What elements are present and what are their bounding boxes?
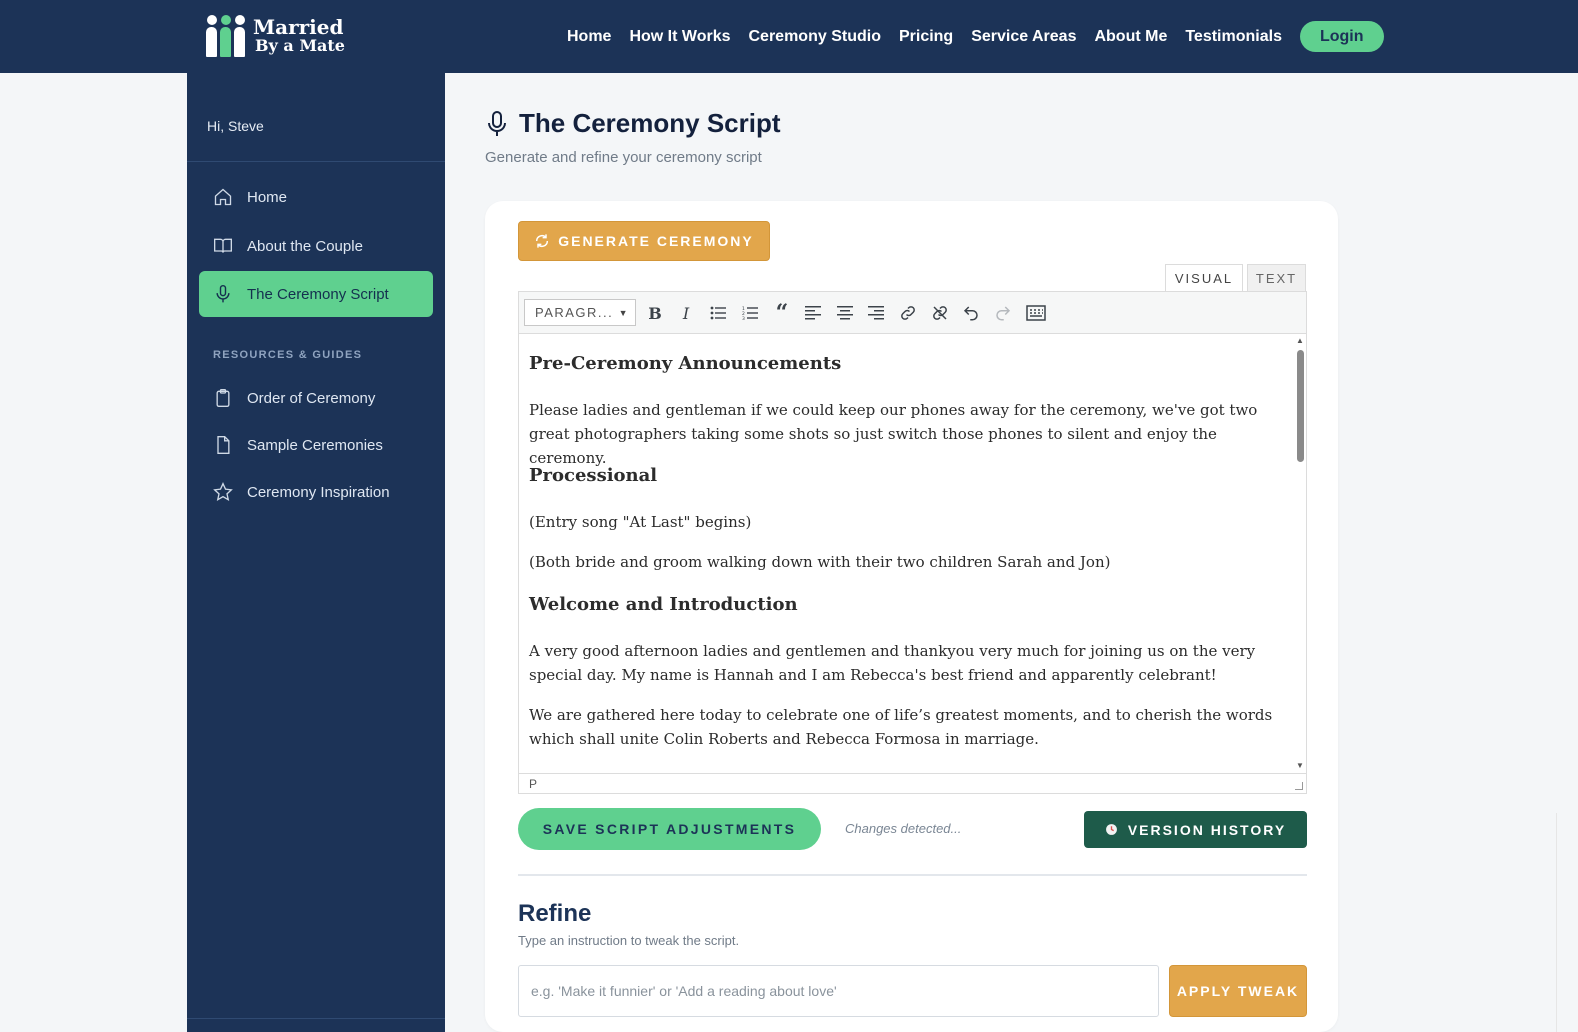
numbered-list-icon[interactable] (738, 301, 762, 325)
format-select-value: PARAGR... (535, 305, 614, 320)
align-right-icon[interactable] (864, 301, 888, 325)
sidebar-item-label: Order of Ceremony (247, 389, 376, 407)
brand-logo[interactable] (206, 13, 345, 57)
nav-service-areas[interactable]: Service Areas (971, 27, 1077, 45)
section-divider (518, 874, 1307, 876)
script-paragraph: A very good afternoon ladies and gentlemen and thankyou very much for joining us on the very special day. My name is Hannah and I am Rebecca's best friend and apparently celebrant! (529, 642, 1256, 684)
script-paragraph: (Entry song "At Last" begins) (529, 513, 752, 531)
editor-scrollbar[interactable] (1294, 334, 1306, 774)
microphone-icon (485, 110, 509, 143)
refine-subtitle: Type an instruction to tweak the script. (518, 933, 740, 948)
sidebar (187, 73, 445, 1032)
page-title: The Ceremony Script (519, 108, 781, 138)
sidebar-item-ceremony-inspiration[interactable] (199, 469, 433, 515)
nav-pricing[interactable]: Pricing (898, 27, 954, 45)
script-heading: Welcome and Introduction (529, 594, 798, 615)
resources-section-label: RESOURCES & GUIDES (213, 349, 363, 361)
sidebar-item-label: The Ceremony Script (247, 285, 389, 303)
scroll-up-arrow-icon[interactable]: ▲ (1296, 336, 1304, 345)
brand-name-line1: Married (253, 14, 344, 39)
script-heading: Pre-Ceremony Announcements (529, 353, 842, 374)
chevron-down-icon: ▼ (618, 308, 629, 318)
microphone-icon (213, 284, 233, 304)
sidebar-item-label: Home (247, 188, 288, 206)
save-script-button[interactable]: SAVE SCRIPT ADJUSTMENTS (518, 808, 821, 850)
sidebar-bottom-divider (187, 1018, 445, 1019)
sidebar-divider (187, 161, 445, 162)
tab-text[interactable]: TEXT (1247, 264, 1306, 292)
element-path[interactable]: P (529, 776, 538, 791)
document-icon (213, 435, 233, 455)
align-left-icon[interactable] (801, 301, 825, 325)
apply-tweak-button[interactable]: APPLY TWEAK (1169, 965, 1307, 1017)
nav-about-me[interactable]: About Me (1094, 27, 1168, 45)
tweak-instruction-input[interactable] (518, 965, 1159, 1017)
scroll-down-arrow-icon[interactable]: ▼ (1296, 761, 1304, 770)
toolbar-toggle-icon[interactable] (1024, 301, 1048, 325)
top-navigation-bar (0, 0, 1578, 73)
sidebar-item-label: About the Couple (247, 237, 363, 255)
svg-text:3: 3 (742, 317, 745, 320)
nav-ceremony-studio[interactable]: Ceremony Studio (748, 27, 881, 45)
sidebar-item-about-the-couple[interactable] (199, 223, 433, 269)
sidebar-item-sample-ceremonies[interactable] (199, 422, 433, 468)
editor-content[interactable] (519, 334, 1294, 774)
refresh-icon (534, 233, 550, 249)
rich-text-editor (518, 291, 1307, 794)
refine-title: Refine (518, 900, 592, 927)
unlink-icon[interactable] (928, 301, 952, 325)
script-paragraph: We are gathered here today to celebrate one of life’s greatest moments, and to cherish the words which shall unite Colin Roberts and Rebecca Formosa in marriage. (529, 706, 1273, 748)
nav-how-it-works[interactable]: How It Works (629, 27, 731, 45)
bold-icon[interactable]: B (648, 303, 662, 323)
star-icon (213, 482, 233, 502)
clipboard-icon (213, 388, 233, 408)
generate-ceremony-button[interactable] (518, 221, 770, 261)
script-heading: Processional (529, 465, 658, 486)
link-icon[interactable] (896, 301, 920, 325)
redo-icon[interactable] (991, 301, 1015, 325)
blockquote-icon[interactable]: “ (775, 300, 789, 326)
format-select[interactable] (524, 299, 636, 326)
generate-ceremony-label: GENERATE CEREMONY (558, 233, 754, 249)
sidebar-item-order-of-ceremony[interactable] (199, 375, 433, 421)
user-greeting: Hi, Steve (207, 118, 264, 134)
editor-status-bar (519, 773, 1306, 793)
people-logo-icon (206, 13, 245, 57)
home-icon (213, 187, 233, 207)
tab-visual[interactable]: VISUAL (1165, 264, 1243, 292)
sidebar-item-label: Ceremony Inspiration (247, 483, 390, 501)
page-edge-line (1556, 813, 1557, 1032)
version-history-label: VERSION HISTORY (1127, 821, 1287, 838)
svg-text:1: 1 (742, 307, 745, 312)
brand-name-line2: By a Mate (255, 35, 345, 55)
book-open-icon (213, 236, 233, 256)
page-subtitle: Generate and refine your ceremony script (485, 149, 762, 166)
main-nav (567, 0, 1384, 73)
align-center-icon[interactable] (833, 301, 857, 325)
scrollbar-thumb[interactable] (1297, 350, 1304, 462)
bullet-list-icon[interactable] (706, 301, 730, 325)
italic-icon[interactable]: I (682, 303, 690, 323)
clock-icon (1105, 823, 1118, 836)
sidebar-item-home[interactable] (199, 174, 433, 220)
changes-status: Changes detected... (845, 821, 962, 836)
nav-testimonials[interactable]: Testimonials (1185, 27, 1282, 45)
editor-toolbar (519, 292, 1306, 334)
script-paragraph: Please ladies and gentleman if we could keep our phones away for the ceremony, we've got two great photographers taking some shots so just switch those phones to silent and enjoy the ceremony. (529, 401, 1258, 467)
undo-icon[interactable] (959, 301, 983, 325)
version-history-button[interactable] (1084, 811, 1307, 848)
resize-handle-icon[interactable] (1295, 782, 1303, 790)
sidebar-item-ceremony-script[interactable] (199, 271, 433, 317)
script-paragraph: (Both bride and groom walking down with their two children Sarah and Jon) (529, 553, 1111, 571)
nav-home[interactable]: Home (567, 27, 612, 45)
sidebar-item-label: Sample Ceremonies (247, 436, 383, 454)
svg-text:2: 2 (742, 312, 745, 317)
login-button[interactable]: Login (1300, 21, 1384, 52)
